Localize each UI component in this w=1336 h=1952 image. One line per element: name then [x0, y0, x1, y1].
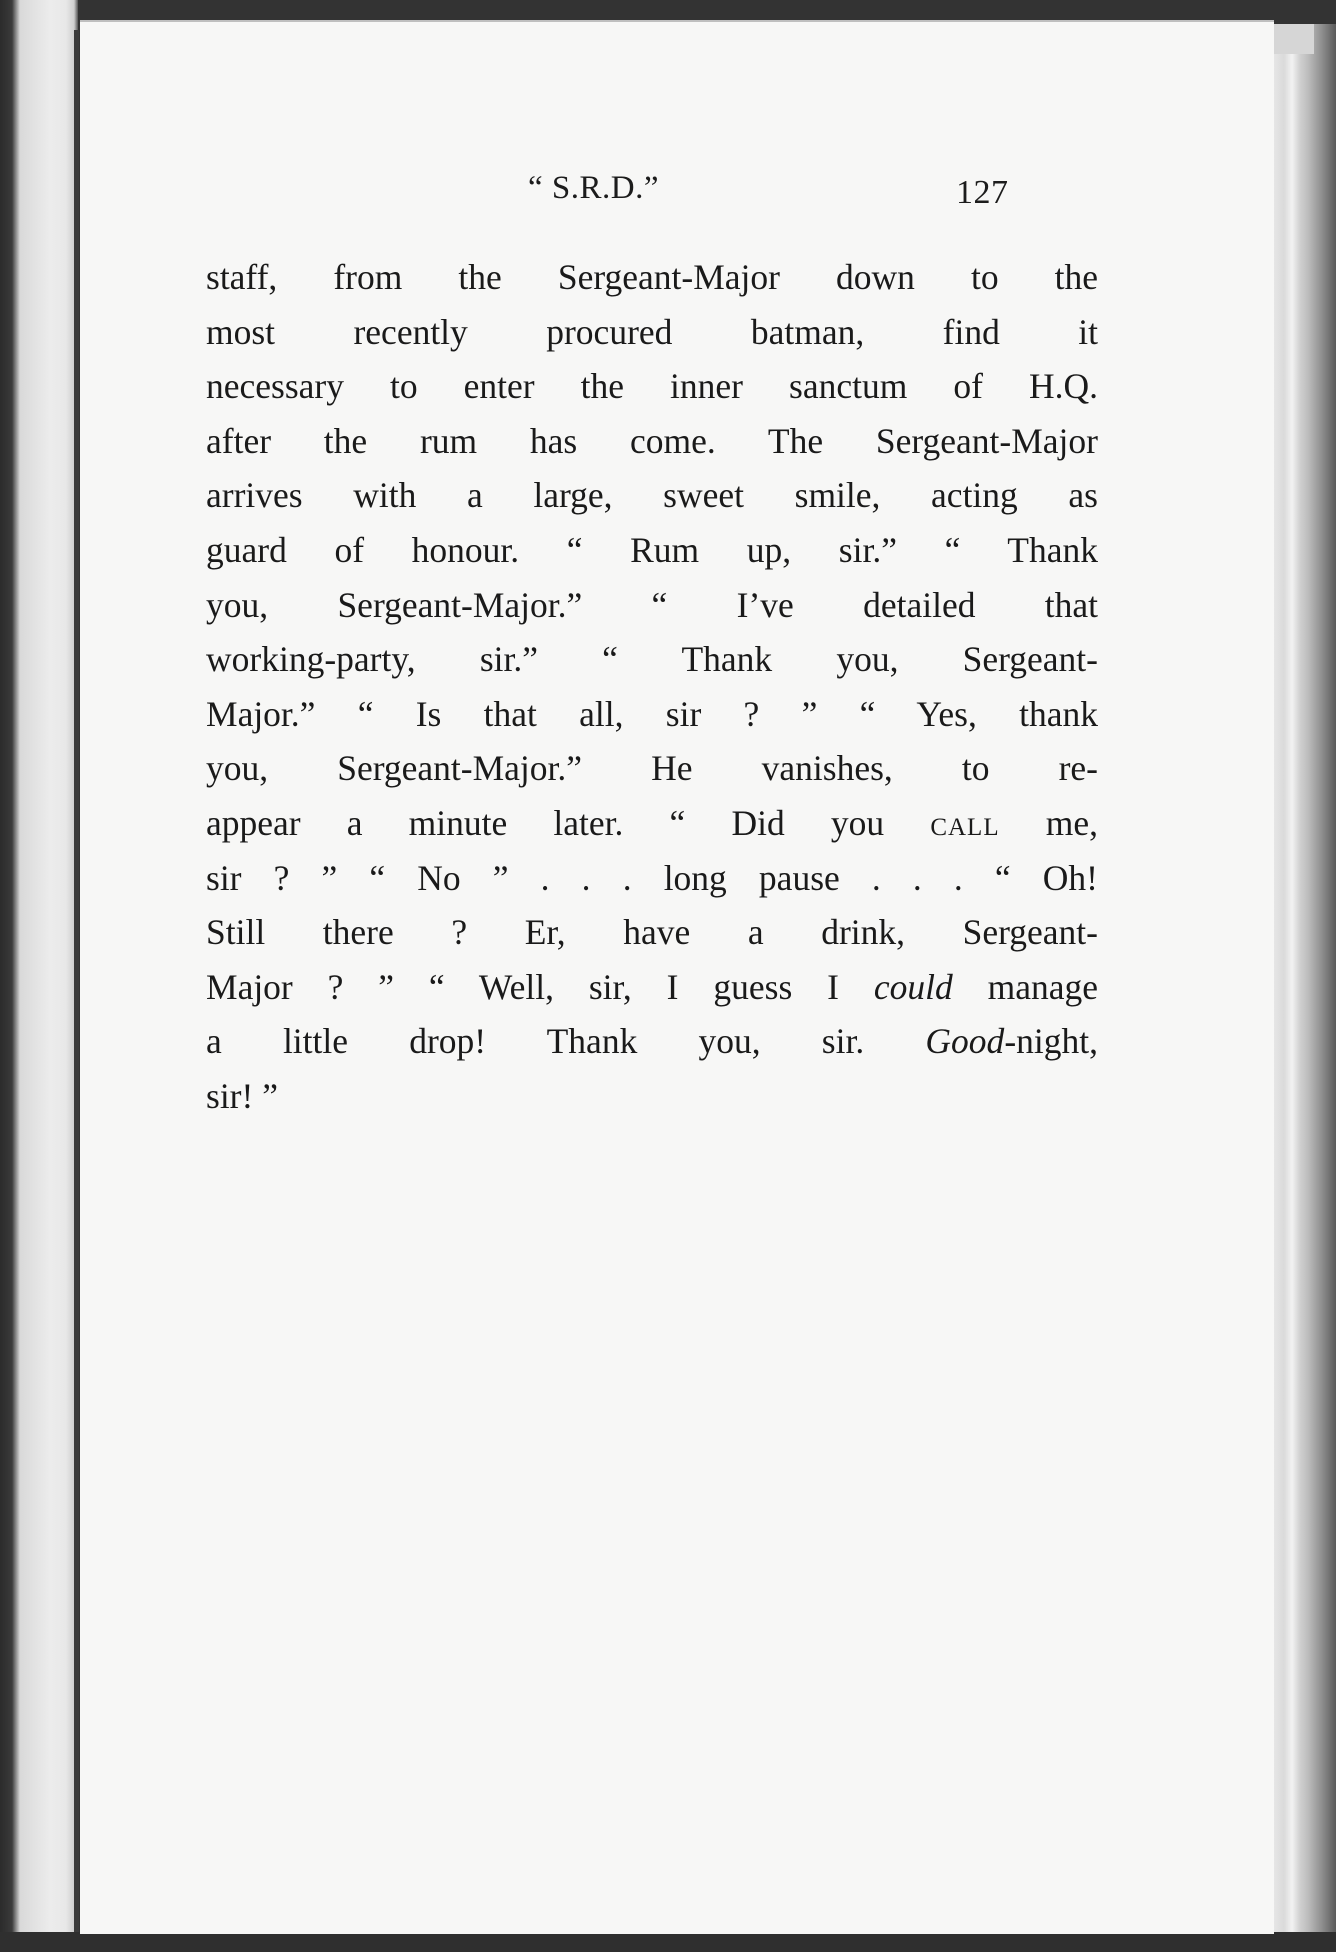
running-head — [80, 170, 1274, 220]
right-fore-edge — [1274, 24, 1336, 1932]
text-segment: Major ? ” “ Well, sir, I guess I — [206, 966, 874, 1007]
text-segment: manage — [952, 966, 1099, 1007]
bottom-edge — [0, 1932, 1336, 1952]
body-paragraph — [206, 250, 1098, 1124]
text-line: you, Sergeant-Major.” He vanishes, to re- — [206, 748, 1098, 789]
text-line: necessary to enter the inner sanctum of H.Q. — [206, 366, 1098, 407]
text-line: sir ? ” “ No ” . . . long pause . . . “ Oh! — [206, 857, 1098, 898]
book-page — [80, 20, 1274, 1934]
gutter-shadow — [74, 30, 79, 1935]
running-head-title: “ S.R.D.” — [528, 170, 659, 206]
page-number: 127 — [956, 174, 1009, 211]
text-segment: -night, — [1004, 1021, 1098, 1062]
text-line: Major.” “ Is that all, sir ? ” “ Yes, thank — [206, 693, 1098, 734]
text-line: after the rum has come. The Sergeant-Major — [206, 420, 1098, 461]
text-line: most recently procured batman, find it — [206, 311, 1098, 352]
text-line — [206, 796, 1098, 851]
text-line: Still there ? Er, have a drink, Sergeant- — [206, 912, 1098, 953]
text-line: you, Sergeant-Major.” “ I’ve detailed that — [206, 584, 1098, 625]
text-line: arrives with a large, sweet smile, acting as — [206, 475, 1098, 516]
text-line — [206, 1014, 1098, 1069]
italic-word: could — [873, 966, 953, 1007]
right-fore-edge-corner — [1274, 24, 1314, 54]
text-line: guard of honour. “ Rum up, sir.” “ Thank — [206, 529, 1098, 570]
text-segment: appear a minute later. “ Did you — [206, 802, 931, 843]
left-binding-edge — [0, 0, 78, 1952]
text-line: sir! ” — [206, 1075, 278, 1116]
italic-word: Good — [925, 1021, 1005, 1062]
text-line — [206, 960, 1098, 1015]
text-line: staff, from the Sergeant-Major down to the — [206, 257, 1098, 297]
text-line: working-party, sir.” “ Thank you, Sergeant- — [206, 639, 1098, 680]
text-segment: a little drop! Thank you, sir. — [206, 1021, 926, 1062]
small-caps-word: call — [930, 802, 1000, 843]
text-segment: me, — [999, 802, 1098, 843]
